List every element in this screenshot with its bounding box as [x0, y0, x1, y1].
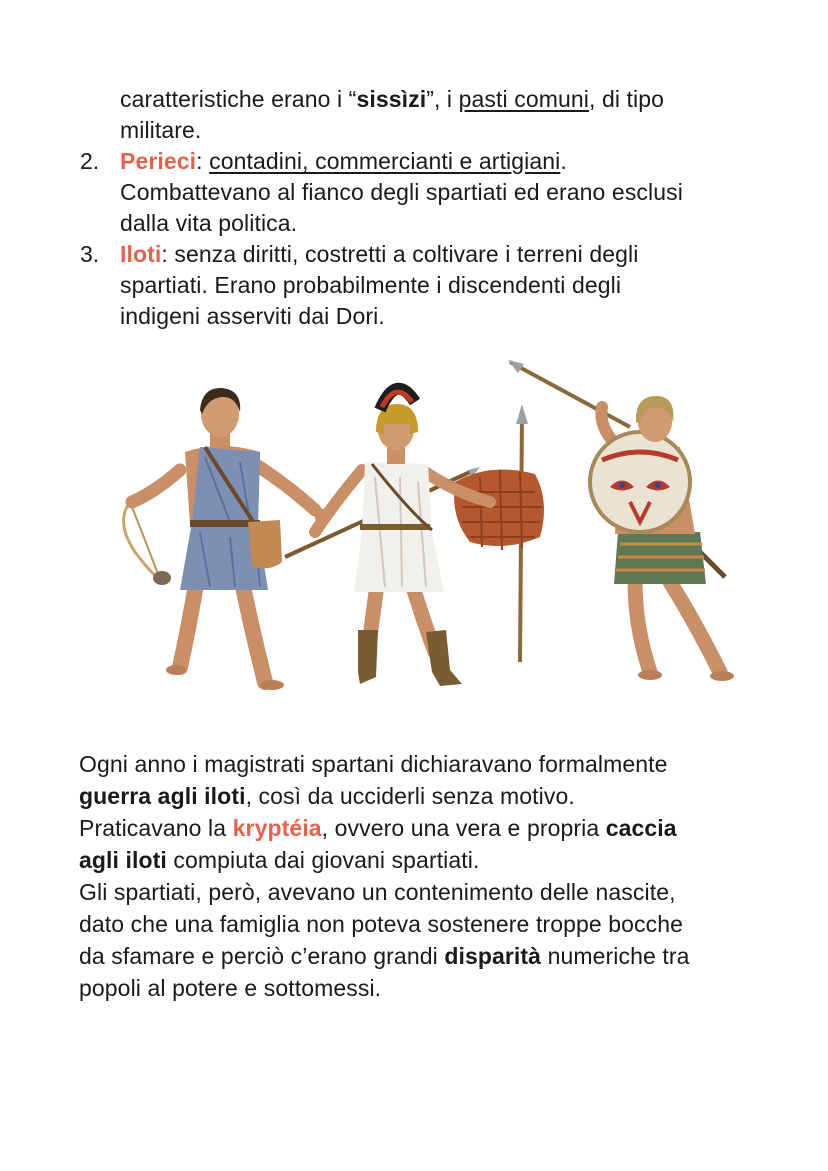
helot-figure	[124, 388, 327, 690]
list-number-3: 3.	[80, 241, 100, 267]
list-item-2-line-1: Perieci: contadini, commercianti e artigiani.	[120, 148, 567, 174]
illustration-spartan-figures	[110, 352, 750, 702]
list-item-3-line-1: Iloti: senza diritti, costretti a coltivare i terreni degli	[120, 241, 639, 267]
body-line-3: Praticavano la kryptéia, ovvero una vera e propria caccia	[79, 815, 677, 841]
list-number-2: 2.	[80, 148, 100, 174]
spartan-hoplite-figure	[285, 389, 544, 686]
body-line-7: da sfamare e perciò c’erano grandi disparità numeriche tra	[79, 943, 690, 969]
list-item-2-line-3: dalla vita politica.	[120, 210, 298, 236]
body-line-5: Gli spartiati, però, avevano un contenimento delle nascite,	[79, 879, 676, 905]
term-krypteia: kryptéia	[232, 815, 322, 841]
underlined-occupations: contadini, commercianti e artigiani	[209, 148, 561, 174]
list-item-1-line-1: caratteristiche erano i “sissìzi”, i pasti comuni, di tipo	[120, 86, 665, 112]
body-line-4: agli iloti compiuta dai giovani spartiati.	[79, 847, 480, 873]
term-perieci: Perieci	[120, 148, 197, 174]
body-line-8: popoli al potere e sottomessi.	[79, 975, 382, 1001]
term-iloti: Iloti	[120, 241, 162, 267]
underlined-pasti-comuni: pasti comuni	[458, 86, 589, 112]
bold-agli-iloti: agli iloti	[79, 847, 167, 873]
list-item-1-line-2: militare.	[120, 117, 202, 143]
term-sissizi: sissìzi	[356, 86, 427, 112]
list-item-3-line-3: indigeni asserviti dai Dori.	[120, 303, 385, 329]
bold-guerra-agli-iloti: guerra agli iloti	[79, 783, 246, 809]
list-item-3-line-2: spartiati. Erano probabilmente i discendenti degli	[120, 272, 622, 298]
body-line-2: guerra agli iloti, così da ucciderli senza motivo.	[79, 783, 575, 809]
body-line-1: Ogni anno i magistrati spartani dichiaravano formalmente	[79, 751, 668, 777]
list-item-2-line-2: Combattevano al fianco degli spartiati ed erano esclusi	[120, 179, 683, 205]
bold-disparita: disparità	[444, 943, 542, 969]
bold-caccia: caccia	[605, 815, 677, 841]
body-line-6: dato che una famiglia non poteva sostenere troppe bocche	[79, 911, 684, 937]
